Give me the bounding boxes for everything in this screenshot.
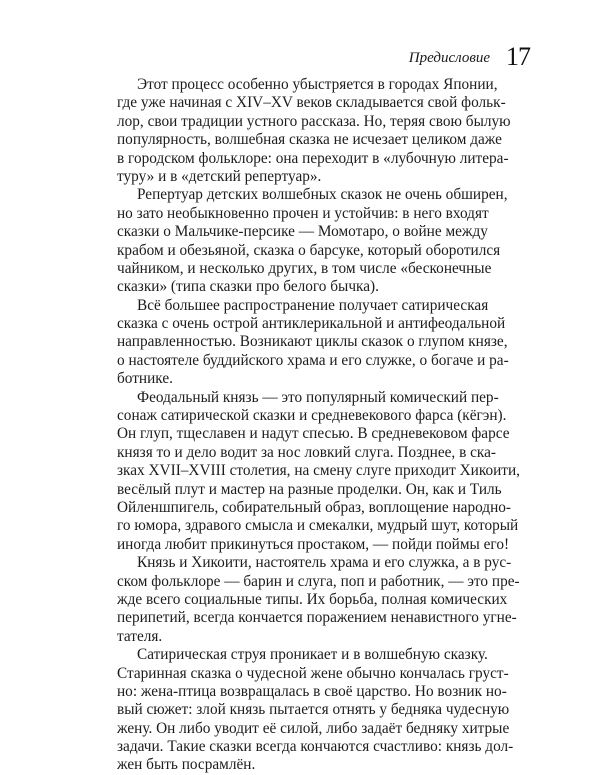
paragraph (117, 186, 508, 296)
text-line: князя то и дело водит за нос ловкий слуга. Позднее, в ска- (117, 443, 496, 461)
text-line: весёлый плут и мастер на разные проделки. Он, как и Тиль (117, 480, 502, 498)
text-line: о настоятеле буддийского храма и его служке, о богаче и ра- (117, 351, 509, 369)
text-line: жен быть посрамлён. (117, 756, 256, 774)
text-line: Старинная сказка о чудесной жене обычно кончалась груст- (117, 664, 509, 682)
text-line: сонаж сатирической сказки и средневекового фарса (кёгэн). (117, 407, 507, 425)
text-line: Всё большее распространение получает сатирическая (137, 296, 489, 314)
running-title: Предисловие (408, 50, 490, 66)
page-header (0, 44, 600, 74)
text-line: чайником, и несколько других, в том числе «бесконечные (117, 259, 492, 277)
text-line: жде всего социальные типы. Их борьба, полная комических (117, 590, 508, 608)
text-line: задачи. Такие сказки всегда кончаются счастливо: князь дол- (117, 738, 514, 756)
text-line: сказки» (типа сказки про белого бычка). (117, 278, 379, 296)
text-line: тателя. (117, 627, 163, 645)
text-line: популярность, волшебная сказка не исчезает целиком даже (117, 131, 502, 149)
paragraph (117, 388, 520, 555)
paragraph (117, 646, 514, 775)
text-line: туру» и в «детский репертуар». (117, 167, 322, 185)
text-line: Он глуп, тщеславен и надут спесью. В средневековом фарсе (117, 425, 510, 443)
body-text (117, 76, 520, 775)
text-line: Ойленшпигель, собирательный образ, воплощение народно- (117, 498, 512, 516)
text-line: где уже начиная с XIV–XV веков складывается свой фольк- (117, 94, 506, 112)
text-line: направленностью. Возникают циклы сказок о глупом князе, (117, 333, 508, 351)
text-line: но зато необыкновенно прочен и устойчив: в него входят (117, 204, 489, 222)
paragraph (117, 296, 509, 389)
text-line: го юмора, здравого смысла и смекалки, мудрый шут, который (117, 517, 519, 535)
paragraph (117, 76, 511, 186)
text-line: Сатирическая струя проникает и в волшебную сказку. (137, 646, 488, 664)
text-line: зках XVII–XVIII столетия, на смену слуге приходит Хикоити, (117, 462, 520, 480)
text-line: Князь и Хикоити, настоятель храма и его служка, а в рус- (137, 554, 512, 572)
page-number: 17 (506, 42, 530, 71)
text-line: жену. Он либо уводит её силой, либо задаёт бедняку хитрые (117, 719, 510, 737)
text-line: перипетий, всегда кончается поражением ненавистного угне- (117, 609, 517, 627)
text-line: иногда любит прикинуться простаком, — пойди поймы его! (117, 535, 510, 553)
text-line: но: жена-птица возвращалась в своё царство. Но возник но- (117, 682, 507, 700)
text-line: ботнике. (117, 370, 173, 388)
text-line: в городском фольклоре: она переходит в «лубочную литера- (117, 149, 509, 167)
text-line: вый сюжет: злой князь пытается отнять у бедняка чудесную (117, 701, 510, 719)
text-line: лор, свои традиции устного рассказа. Но, теряя свою былую (117, 112, 511, 130)
text-line: ском фольклоре — барин и слуга, поп и работник, — это пре- (117, 572, 520, 590)
text-line: Репертуар детских волшебных сказок не очень обширен, (137, 186, 508, 204)
text-line: Этот процесс особенно убыстряется в городах Японии, (137, 76, 498, 93)
text-line: сказки о Мальчике-персике — Момотаро, о войне между (117, 223, 488, 241)
paragraph (117, 554, 520, 646)
text-line: Феодальный князь — это популярный комический пер- (137, 388, 499, 406)
text-line: крабом и обезьяной, сказка о барсуке, который оборотился (117, 241, 501, 259)
text-line: сказка с очень острой антиклерикальной и антифеодальной (117, 315, 506, 333)
